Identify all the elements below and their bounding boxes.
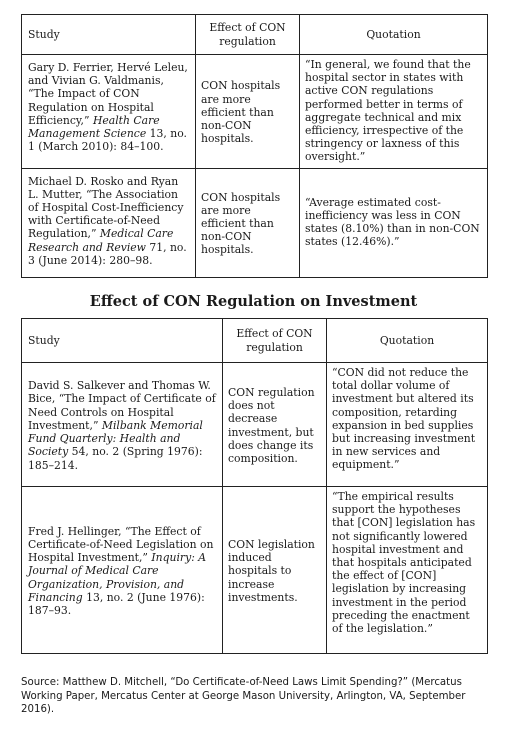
study-journal: Inquiry: A Journal of Medical Care Organization, Provision, and Financing [28,551,207,604]
column-header-quotation: Quotation [327,319,488,363]
table-header-row [22,15,488,55]
study-cell [22,168,196,277]
study-citation: 71, no. 3 (June 2014): 280–98. [28,240,187,267]
source-label: Source: [21,677,60,688]
effect-cell: CON legislation induced hospitals to increase investments. [223,487,327,654]
source-note [21,676,491,717]
study-journal: Health Care Management Science [28,113,160,141]
study-cell [22,55,196,169]
quotation-cell: “CON did not reduce the total dollar volume of investment but altered its composition, retarding expansion in bed supplies but increasing investment in new services and equipment.” [327,363,488,487]
table-row [22,168,488,277]
study-authors-title: Michael D. Rosko and Ryan L. Mutter, “The Association of Hospital Cost-Inefficiency with Certificate-of-Need Regulation,” [28,174,184,241]
study-cell [22,487,223,654]
effect-cell: CON hospitals are more efficient than non-CON hospitals. [196,55,300,169]
study-authors-title: David S. Salkever and Thomas W. Bice, “The Impact of Certificate of Need Controls on Hospital Investment,” [28,379,216,432]
study-citation: 13, no. 2 (June 1976): 187–93. [28,590,205,617]
study-journal: Medical Care Research and Review [28,227,174,254]
efficiency-studies-table [21,14,488,278]
column-header-effect: Effect of CON regulation [223,319,327,363]
study-cell [22,363,223,487]
section-heading: Effect of CON Regulation on Investment [89,293,418,310]
study-authors-title: Gary D. Ferrier, Hervé Leleu, and Vivian G. Valdmanis, “The Impact of CON Regulation on Hospital Efficiency,” [28,61,188,127]
investment-studies-table [21,318,488,654]
column-header-quotation: Quotation [300,15,488,55]
column-header-effect: Effect of CON regulation [196,15,300,55]
column-header-study: Study [22,15,196,55]
study-citation: 13, no. 1 (March 2010): 84–100. [28,127,187,154]
effect-cell: CON regulation does not decrease investment, but does change its composition. [223,363,327,487]
effect-cell: CON hospitals are more efficient than non-CON hospitals. [196,168,300,277]
column-header-study: Study [22,319,223,363]
quotation-cell: “The empirical results support the hypotheses that [CON] legislation has not significantly lowered hospital investment and that hospitals anticipated the effect of [CON] legislation by increasing investment in the period preceding the enactment of the legislation.” [327,487,488,654]
quotation-cell: “In general, we found that the hospital sector in states with active CON regulations performed better in terms of aggregate technical and mix efficiency, irrespective of the stringency or laxness of this oversight.” [300,55,488,169]
quotation-cell: “Average estimated cost-inefficiency was less in CON states (8.10%) than in non-CON states (12.46%).” [300,168,488,277]
study-citation: 54, no. 2 (Spring 1976): 185–214. [28,445,203,472]
table-header-row [22,319,488,363]
table-row [22,363,488,487]
study-journal: Milbank Memorial Fund Quarterly: Health and Society [28,418,203,459]
table-row [22,487,488,654]
study-authors-title: Fred J. Hellinger, “The Effect of Certificate-of-Need Legislation on Hospital Investment,” [28,524,214,565]
table-row [22,55,488,169]
source-text: Matthew D. Mitchell, “Do Certificate-of-Need Laws Limit Spending?” (Mercatus Working Paper, Mercatus Center at George Mason University, Arlington, VA, September 2016). [21,677,466,715]
